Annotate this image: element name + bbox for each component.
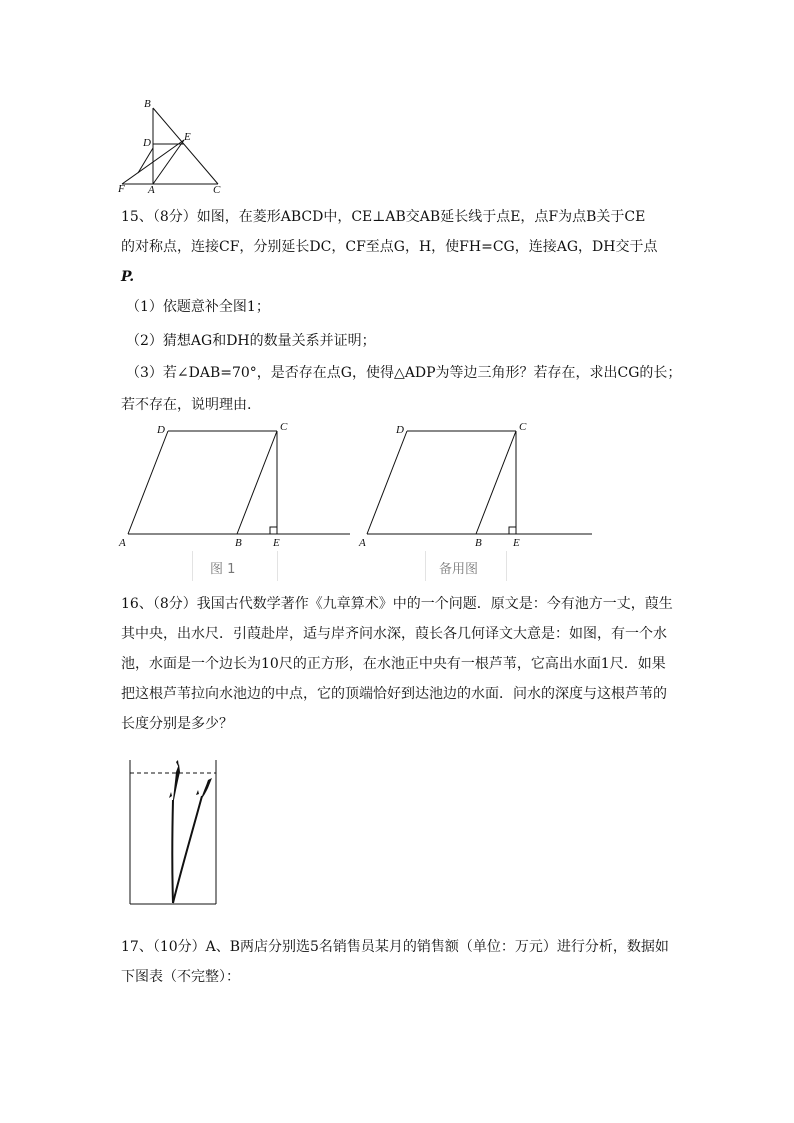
q16-line2: 其中央，出水尺．引葭赴岸，适与岸齐问水深，葭长各几何译文大意是：如图，有一个水 xyxy=(121,626,667,642)
rhombus-figure-spare xyxy=(356,418,596,550)
fig2-label-B: B xyxy=(475,537,482,549)
q15-sub1: （1）依题意补全图1； xyxy=(126,299,270,315)
fig2-label-D: D xyxy=(396,424,404,436)
fig1-label-E: E xyxy=(273,537,280,549)
fig2-label-A: A xyxy=(359,537,366,549)
q16-line3: 池，水面是一个边长为10尺的正方形，在水池正中央有一根芦苇，它高出水面1尺．如果 xyxy=(121,656,666,672)
q16-line5: 长度分别是多少？ xyxy=(121,716,233,732)
fig2-label-E: E xyxy=(513,537,520,549)
label-C: C xyxy=(213,184,221,196)
q15-sub3: （3）若∠DAB=70°，是否存在点G，使得△ADP为等边三角形？若存在，求出CG的长； xyxy=(126,365,682,381)
triangle-figure xyxy=(118,96,228,196)
q15-sub3b: 若不存在，说明理由. xyxy=(121,397,252,413)
q15-line3: P. xyxy=(121,269,135,285)
fig1-caption: 图 1 xyxy=(210,562,236,577)
rhombus-figure-1 xyxy=(118,418,358,550)
label-D: D xyxy=(143,137,151,149)
fig1-label-C: C xyxy=(280,421,288,433)
reed-icon xyxy=(169,760,212,903)
label-E: E xyxy=(184,131,191,143)
fig1-label-A: A xyxy=(119,537,126,549)
label-F: F xyxy=(118,183,125,195)
q15-sub2: （2）猜想AG和DH的数量关系并证明； xyxy=(126,333,376,349)
fig2-label-C: C xyxy=(519,421,527,433)
pond-reed-figure xyxy=(128,760,220,906)
q15-line2: 的对称点，连接CF，分别延长DC，CF至点G，H，使FH=CG，连接AG，DH交于点 xyxy=(121,239,658,255)
label-B: B xyxy=(144,98,151,110)
q17-line1: 17、（10分）A、B两店分别选5名销售员某月的销售额（单位：万元）进行分析，数据如 xyxy=(121,939,669,955)
q16-line4: 把这根芦苇拉向水池边的中点，它的顶端恰好到达池边的水面．问水的深度与这根芦苇的 xyxy=(121,686,667,702)
q17-line2: 下图表（不完整）： xyxy=(121,969,240,985)
fig1-label-D: D xyxy=(157,424,165,436)
fig1-label-B: B xyxy=(235,537,242,549)
fig2-caption: 备用图 xyxy=(439,562,479,577)
q15-line1: 15、（8分）如图，在菱形ABCD中，CE⊥AB交AB延长线于点E，点F为点B关于CE xyxy=(121,209,646,225)
q16-line1: 16、（8分）我国古代数学著作《九章算术》中的一个问题．原文是：今有池方一丈，葭生 xyxy=(121,596,673,612)
label-A: A xyxy=(148,184,155,196)
